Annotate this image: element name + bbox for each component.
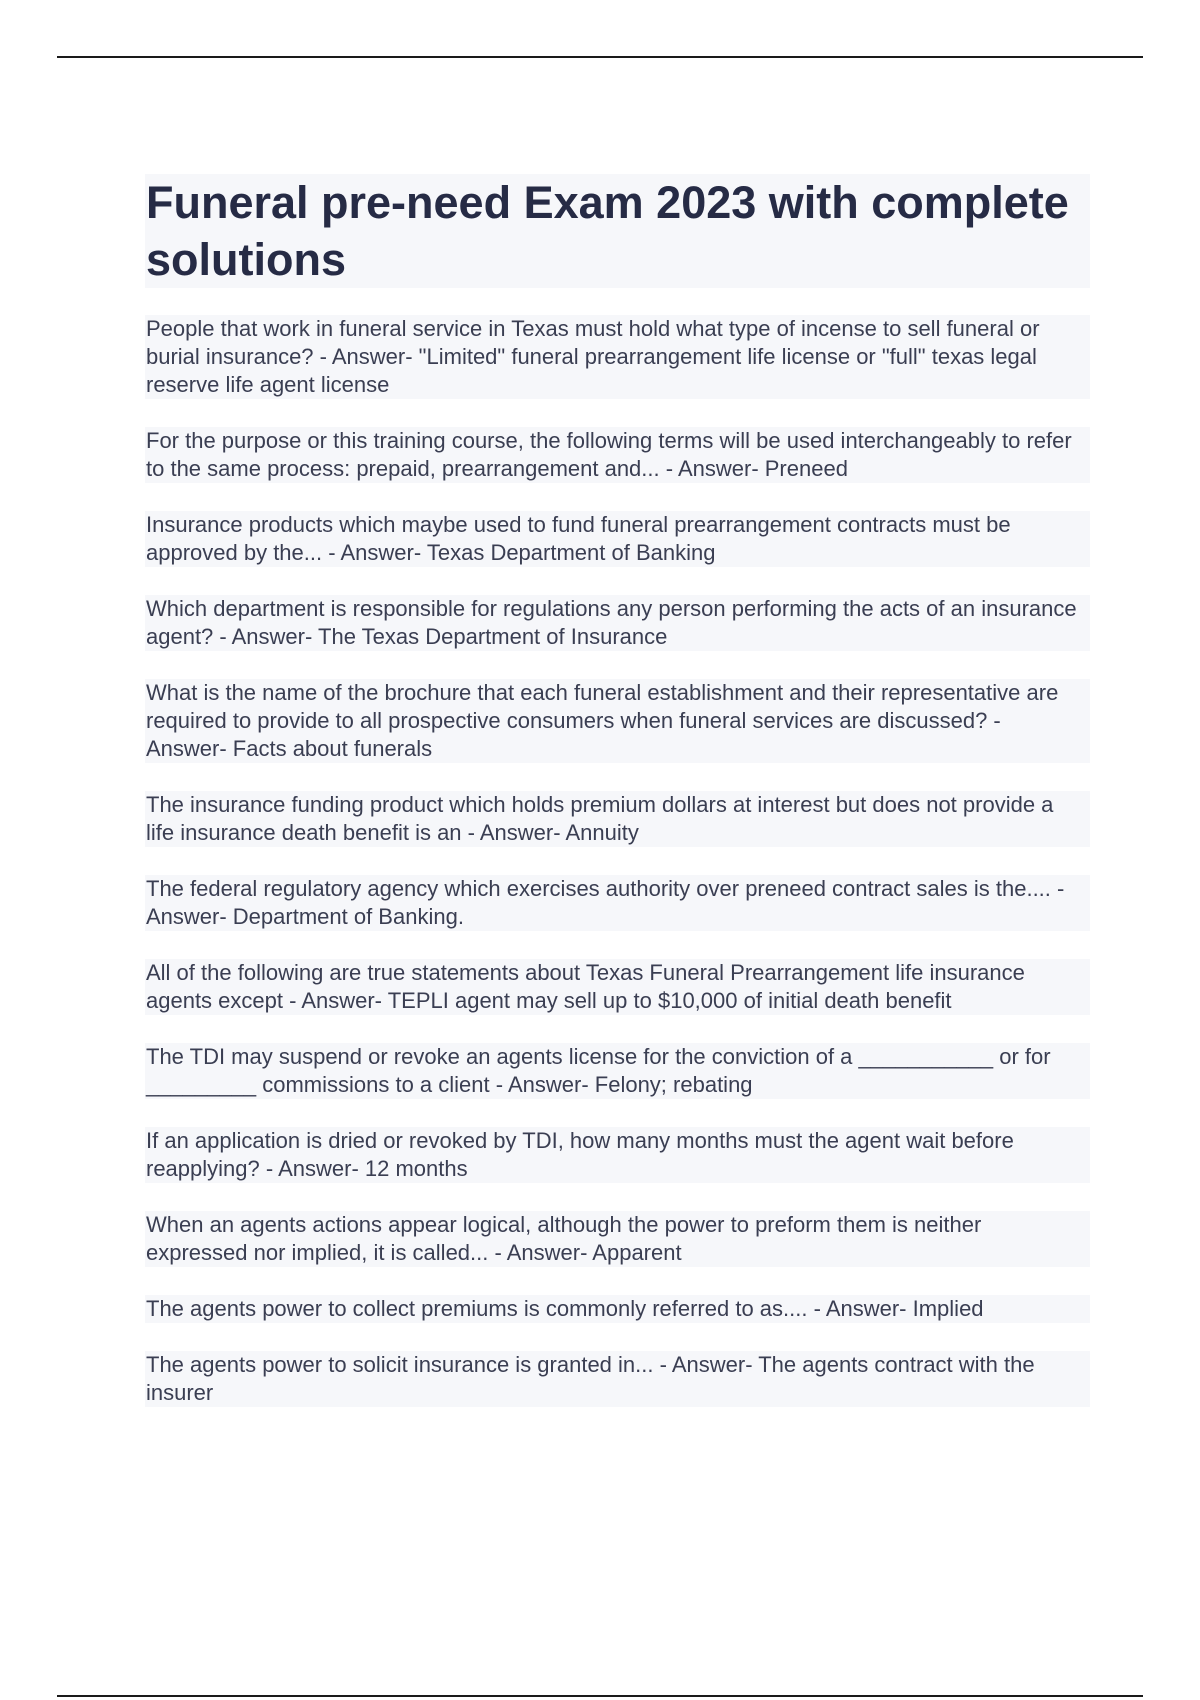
qa-entry-4: Which department is responsible for regulations any person performing the acts of an insurance agent? - Answer- The Texas Department of Insurance — [145, 595, 1090, 651]
qa-entry-11: When an agents actions appear logical, although the power to preform them is neither expressed nor implied, it is called... - Answer- Apparent — [145, 1211, 1090, 1267]
document-body — [145, 174, 1090, 1435]
qa-entry-1: People that work in funeral service in Texas must hold what type of incense to sell funeral or burial insurance? - Answer- "Limited" funeral prearrangement life license or "full" texas legal reserve life agent license — [145, 315, 1090, 399]
qa-entry-6: The insurance funding product which holds premium dollars at interest but does not provide a life insurance death benefit is an - Answer- Annuity — [145, 791, 1090, 847]
qa-entry-10: If an application is dried or revoked by TDI, how many months must the agent wait before reapplying? - Answer- 12 months — [145, 1127, 1090, 1183]
document-title: Funeral pre-need Exam 2023 with complete solutions — [145, 174, 1090, 288]
header-rule — [57, 56, 1143, 58]
qa-entry-2: For the purpose or this training course, the following terms will be used interchangeably to refer to the same process: prepaid, prearrangement and... - Answer- Preneed — [145, 427, 1090, 483]
qa-entry-8: All of the following are true statements about Texas Funeral Prearrangement life insurance agents except - Answer- TEPLI agent may sell up to $10,000 of initial death benefit — [145, 959, 1090, 1015]
qa-entry-12: The agents power to collect premiums is commonly referred to as.... - Answer- Implied — [145, 1295, 1090, 1323]
qa-entry-7: The federal regulatory agency which exercises authority over preneed contract sales is the.... - Answer- Department of Banking. — [145, 875, 1090, 931]
footer-rule — [57, 1695, 1143, 1697]
qa-list — [145, 315, 1090, 1407]
qa-entry-5: What is the name of the brochure that each funeral establishment and their representative are required to provide to all prospective consumers when funeral services are discussed? - Answer- Facts about funerals — [145, 679, 1090, 763]
qa-entry-13: The agents power to solicit insurance is granted in... - Answer- The agents contract with the insurer — [145, 1351, 1090, 1407]
qa-entry-3: Insurance products which maybe used to fund funeral prearrangement contracts must be approved by the... - Answer- Texas Department of Banking — [145, 511, 1090, 567]
qa-entry-9: The TDI may suspend or revoke an agents license for the conviction of a ___________ or for _________ commissions to a client - Answer- Felony; rebating — [145, 1043, 1090, 1099]
